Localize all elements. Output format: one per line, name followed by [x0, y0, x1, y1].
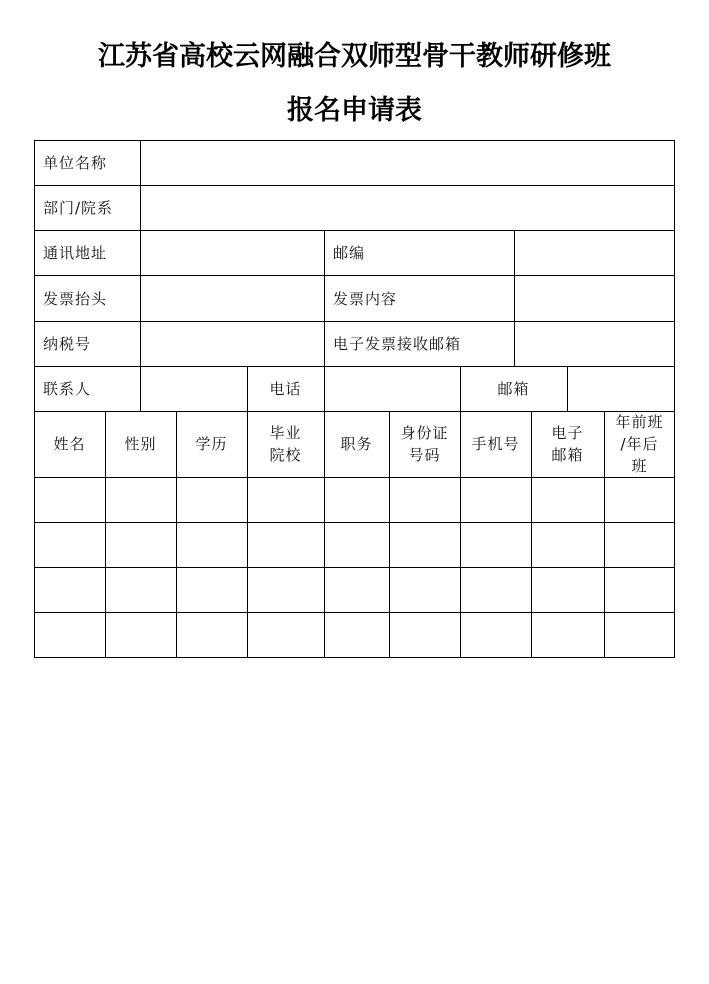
header-id-number	[389, 411, 460, 477]
e-invoice-email-label: 电子发票接收邮箱	[333, 335, 462, 353]
header-gender	[105, 411, 176, 477]
participant-position-cell[interactable]	[325, 523, 389, 567]
header-session-line1: 年前班	[615, 413, 664, 431]
contact-label: 联系人	[43, 380, 92, 398]
participant-id-number-cell[interactable]	[390, 523, 460, 567]
postcode-label: 邮编	[333, 244, 366, 262]
participant-email-cell[interactable]	[532, 478, 604, 522]
participant-name-cell[interactable]	[35, 613, 105, 657]
participant-id-number-cell[interactable]	[390, 568, 460, 612]
header-position	[324, 411, 389, 477]
header-name-text: 姓名	[53, 435, 86, 453]
contact-field[interactable]	[141, 367, 247, 411]
participant-session-cell[interactable]	[605, 523, 674, 567]
registration-form-table	[34, 140, 675, 658]
participant-school-cell[interactable]	[248, 568, 324, 612]
header-mobile-text: 手机号	[471, 435, 520, 453]
participant-position-cell[interactable]	[325, 568, 389, 612]
participant-school-cell[interactable]	[248, 523, 324, 567]
department-label: 部门/院系	[43, 199, 114, 217]
participant-position-cell[interactable]	[325, 478, 389, 522]
invoice-title-label: 发票抬头	[43, 289, 108, 308]
header-id-line1: 身份证	[400, 424, 449, 442]
phone-field[interactable]	[325, 367, 460, 411]
invoice-content-field[interactable]	[515, 276, 674, 321]
unit-name-label: 单位名称	[43, 154, 108, 172]
form-subtitle: 报名申请表	[287, 95, 422, 126]
participant-mobile-cell[interactable]	[461, 568, 531, 612]
participant-education-cell[interactable]	[177, 478, 247, 522]
invoice-content-label: 发票内容	[333, 289, 398, 308]
participant-id-number-cell[interactable]	[390, 478, 460, 522]
participant-mobile-cell[interactable]	[461, 478, 531, 522]
header-graduate-school	[247, 411, 324, 477]
header-name	[34, 411, 105, 477]
participant-education-cell[interactable]	[177, 568, 247, 612]
header-mobile	[460, 411, 531, 477]
header-session-line3: 班	[631, 457, 648, 475]
unit-name-field[interactable]	[141, 141, 674, 185]
participant-gender-cell[interactable]	[106, 568, 176, 612]
header-school-line1: 毕业	[269, 424, 302, 442]
participant-name-cell[interactable]	[35, 523, 105, 567]
participant-session-cell[interactable]	[605, 478, 674, 522]
header-education	[176, 411, 247, 477]
header-session-line2: /年后	[620, 435, 659, 453]
header-position-text: 职务	[340, 435, 373, 453]
participant-session-cell[interactable]	[605, 613, 674, 657]
tax-id-field[interactable]	[141, 322, 324, 366]
invoice-title-field[interactable]	[141, 276, 324, 321]
grid-line	[674, 140, 675, 658]
participant-gender-cell[interactable]	[106, 523, 176, 567]
header-email-line2: 邮箱	[551, 446, 584, 464]
participant-email-cell[interactable]	[532, 523, 604, 567]
participant-education-cell[interactable]	[177, 613, 247, 657]
grid-line	[34, 657, 675, 658]
tax-id-label: 纳税号	[43, 335, 92, 353]
participant-email-cell[interactable]	[532, 613, 604, 657]
header-gender-text: 性别	[124, 435, 157, 453]
header-id-line2: 号码	[408, 446, 441, 464]
participant-education-cell[interactable]	[177, 523, 247, 567]
participant-mobile-cell[interactable]	[461, 523, 531, 567]
header-email-line1: 电子	[551, 424, 584, 442]
address-label: 通讯地址	[43, 244, 108, 262]
participant-session-cell[interactable]	[605, 568, 674, 612]
department-field[interactable]	[141, 186, 674, 230]
email-label: 邮箱	[497, 379, 530, 398]
participant-email-cell[interactable]	[532, 568, 604, 612]
participant-name-cell[interactable]	[35, 478, 105, 522]
header-session	[604, 411, 675, 477]
address-field[interactable]	[141, 231, 324, 275]
participant-gender-cell[interactable]	[106, 613, 176, 657]
header-school-line2: 院校	[269, 446, 302, 464]
header-education-text: 学历	[195, 435, 228, 453]
participant-position-cell[interactable]	[325, 613, 389, 657]
e-invoice-email-field[interactable]	[515, 322, 674, 366]
email-field[interactable]	[568, 367, 674, 411]
postcode-field[interactable]	[515, 231, 674, 275]
form-title: 江苏省高校云网融合双师型骨干教师研修班	[98, 41, 611, 72]
participant-school-cell[interactable]	[248, 478, 324, 522]
participant-gender-cell[interactable]	[106, 478, 176, 522]
participant-name-cell[interactable]	[35, 568, 105, 612]
participant-mobile-cell[interactable]	[461, 613, 531, 657]
participant-id-number-cell[interactable]	[390, 613, 460, 657]
header-email	[531, 411, 604, 477]
participant-school-cell[interactable]	[248, 613, 324, 657]
phone-label: 电话	[269, 379, 302, 398]
